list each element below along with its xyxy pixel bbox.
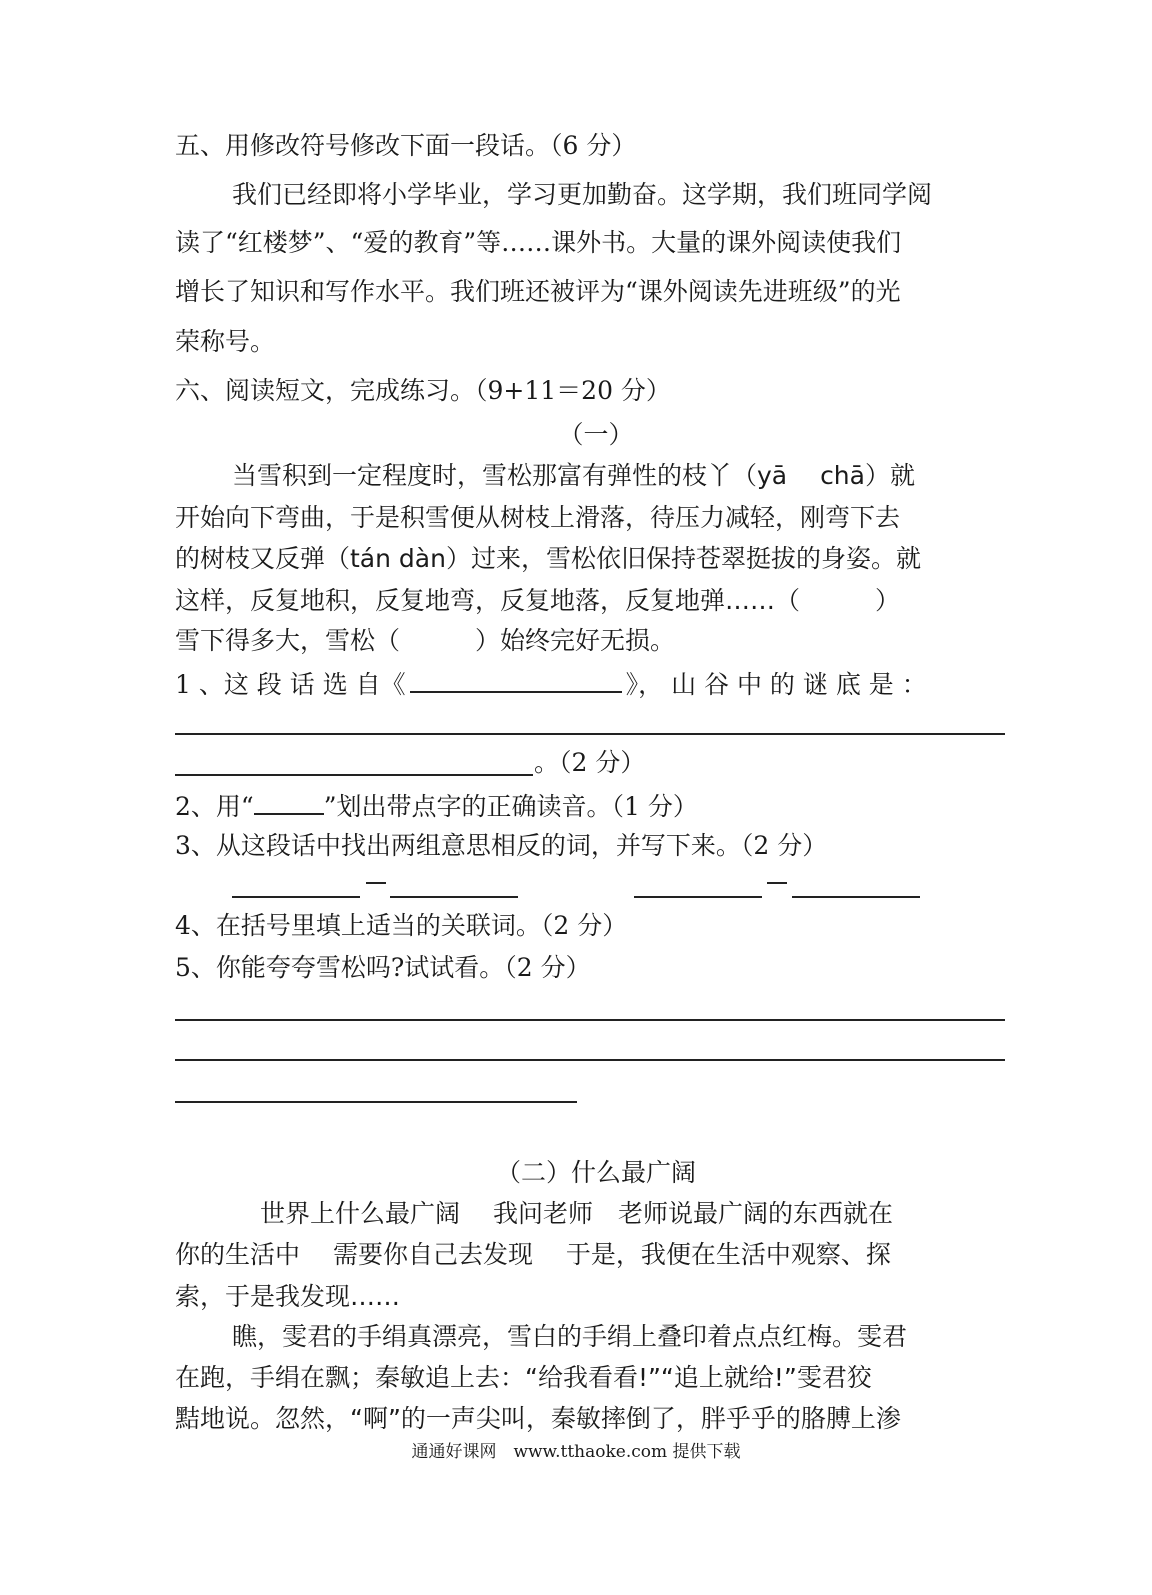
section-5-title: 五、用修改符号修改下面一段话。（6 分） xyxy=(175,131,637,160)
antonym-blank-2b[interactable] xyxy=(792,896,920,898)
passage-2-line-2: 你的生活中 需要你自己去发现 于是，我便在生活中观察、探 xyxy=(175,1240,891,1269)
passage-1-line-3: 的树枝又反弹（tán dàn）过来，雪松依旧保持苍翠挺拔的身姿。就 xyxy=(175,544,921,573)
antonym-blank-2a[interactable] xyxy=(634,896,762,898)
answer-line-q5-c[interactable] xyxy=(175,1101,577,1103)
question-1-suffix: 》， 山 谷 中 的 谜 底 是 ： xyxy=(625,670,927,699)
antonym-blank-1b[interactable] xyxy=(390,896,518,898)
answer-line-q5-b[interactable] xyxy=(175,1059,1005,1061)
antonym-blank-1a[interactable] xyxy=(232,896,360,898)
passage-2-line-4: 瞧，雯君的手绢真漂亮，雪白的手绢上叠印着点点红梅。雯君 xyxy=(232,1322,908,1351)
answer-line-q1-b[interactable] xyxy=(175,774,533,776)
question-3: 3、从这段话中找出两组意思相反的词，并写下来。（2 分） xyxy=(175,831,828,860)
question-2 xyxy=(175,787,698,824)
passage-2-line-6: 黠地说。忽然，“啊”的一声尖叫，秦敏摔倒了，胖乎乎的胳膊上渗 xyxy=(175,1404,901,1433)
section-6-title: 六、阅读短文，完成练习。（9+11＝20 分） xyxy=(175,376,671,405)
passage-2-line-5: 在跑，手绢在飘；秦敏追上去：“给我看看!”“追上就给!”雯君狡 xyxy=(175,1363,872,1392)
passage-2-line-3: 索，于是我发现…… xyxy=(175,1282,401,1311)
answer-line-q1-a[interactable] xyxy=(175,733,1005,735)
s5-paragraph-line-1: 我们已经即将小学毕业，学习更加勤奋。这学期，我们班同学阅 xyxy=(232,180,933,209)
passage-1-line-2: 开始向下弯曲，于是积雪便从树枝上滑落，待压力减轻，刚弯下去 xyxy=(175,503,901,532)
question-5: 5、你能夸夸雪松吗?试试看。（2 分） xyxy=(175,953,591,982)
s5-paragraph-line-3: 增长了知识和写作水平。我们班还被评为“课外阅读先进班级”的光 xyxy=(175,277,901,306)
passage-1-line-1: 当雪积到一定程度时，雪松那富有弹性的枝丫（yā chā）就 xyxy=(232,461,915,490)
antonym-dash-2 xyxy=(767,882,787,884)
question-1-score: 。（2 分） xyxy=(534,748,646,777)
passage-2-line-1: 世界上什么最广阔 我问老师 老师说最广阔的东西就在 xyxy=(260,1199,893,1228)
passage-1-line-5: 雪下得多大，雪松（ ）始终完好无损。 xyxy=(175,626,676,655)
part-1-heading: （一） xyxy=(558,420,634,449)
book-title-blank[interactable] xyxy=(410,665,622,693)
page-footer: 通通好课网 www.tthaoke.com 提供下载 xyxy=(411,1442,741,1462)
question-1-prefix: 1 、这 段 话 选 自《 xyxy=(175,670,406,699)
s5-paragraph-line-2: 读了“红楼梦”、“爱的教育”等……课外书。大量的课外阅读使我们 xyxy=(175,228,902,257)
antonym-dash-1 xyxy=(366,882,386,884)
question-1 xyxy=(175,665,927,702)
underline-sample xyxy=(254,787,324,815)
answer-line-q5-a[interactable] xyxy=(175,1019,1005,1021)
question-2-prefix: 2、用“ xyxy=(175,792,254,821)
question-4: 4、在括号里填上适当的关联词。（2 分） xyxy=(175,911,628,940)
passage-1-line-4: 这样，反复地积，反复地弯，反复地落，反复地弹……（ ） xyxy=(175,586,901,615)
part-2-heading: （二）什么最广阔 xyxy=(495,1158,696,1187)
s5-paragraph-line-4: 荣称号。 xyxy=(175,327,276,356)
question-2-suffix: ”划出带点字的正确读音。（1 分） xyxy=(323,792,698,821)
